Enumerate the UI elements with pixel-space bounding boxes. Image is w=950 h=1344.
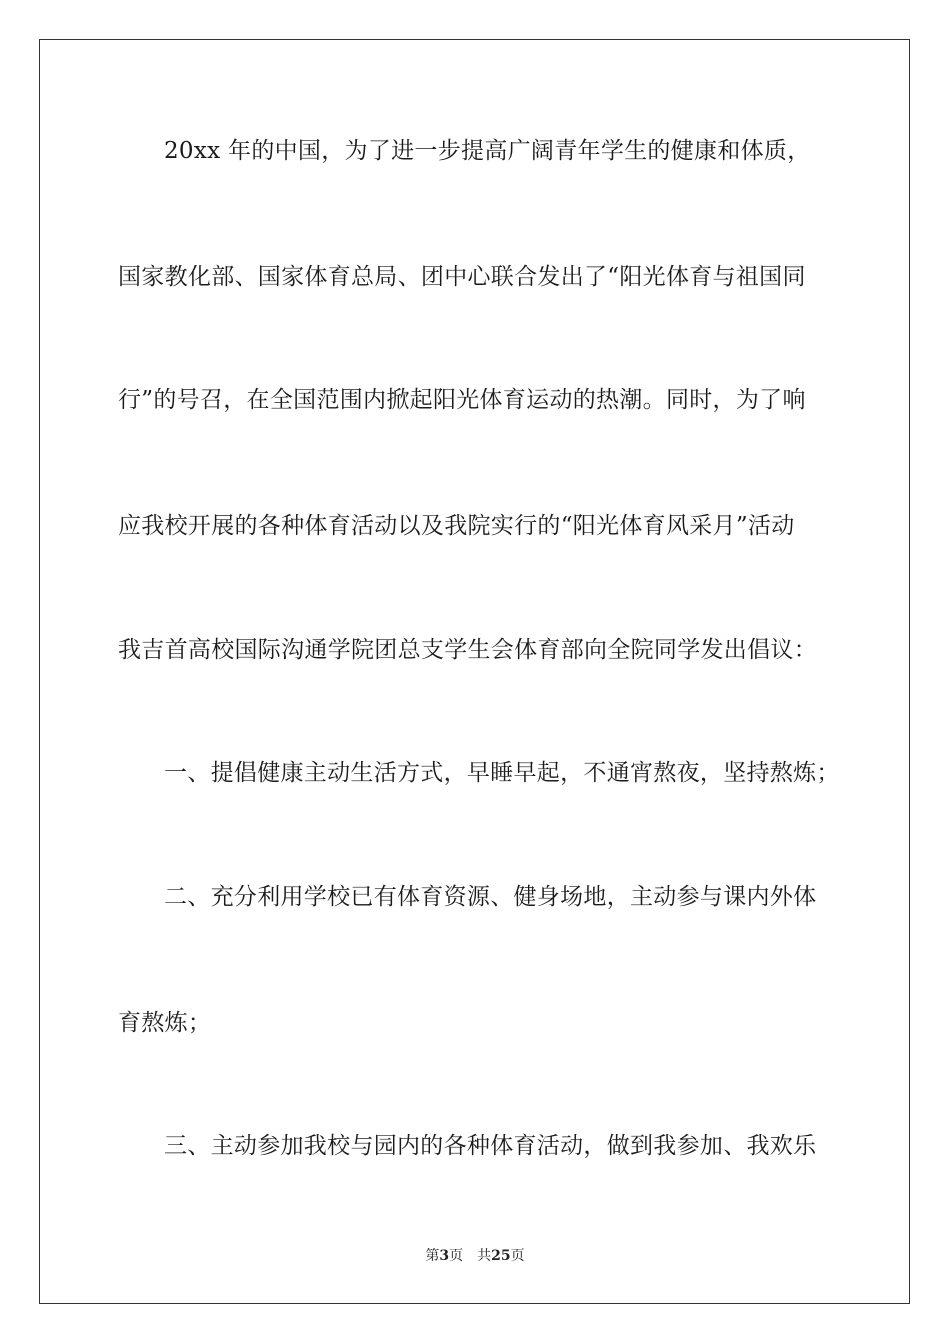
paragraph-line-4: 应我校开展的各种体育活动以及我院实行的“阳光体育风采月”活动 — [118, 513, 795, 539]
page-number: 3 — [439, 1248, 450, 1264]
total-pages: 25 — [491, 1248, 511, 1264]
page-suffix: 页 — [449, 1248, 464, 1264]
total-prefix: 共 — [477, 1248, 492, 1264]
list-item-2-line-2: 育熬炼； — [118, 1010, 212, 1036]
list-item-2-line-1: 二、充分利用学校已有体育资源、健身场地，主动参与课内外体 — [164, 884, 817, 910]
page-footer — [0, 1246, 950, 1266]
paragraph-line-3: 行”的号召，在全国范围内掀起阳光体育运动的热潮。同时，为了响 — [118, 387, 806, 413]
paragraph-line-5: 我吉首高校国际沟通学院团总支学生会体育部向全院同学发出倡议： — [118, 637, 817, 663]
paragraph-line-1: 20xx 年的中国，为了进一步提高广阔青年学生的健康和体质， — [164, 138, 811, 164]
paragraph-line-2: 国家教化部、国家体育总局、团中心联合发出了“阳光体育与祖国同 — [118, 264, 806, 290]
list-item-1-line-1: 一、提倡健康主动生活方式，早睡早起，不通宵熬夜，坚持熬炼； — [164, 760, 840, 786]
page-prefix: 第 — [425, 1248, 440, 1264]
page-border — [39, 39, 910, 1304]
list-item-3-line-1: 三、主动参加我校与园内的各种体育活动，做到我参加、我欢乐 — [164, 1133, 817, 1159]
total-suffix: 页 — [510, 1248, 525, 1264]
